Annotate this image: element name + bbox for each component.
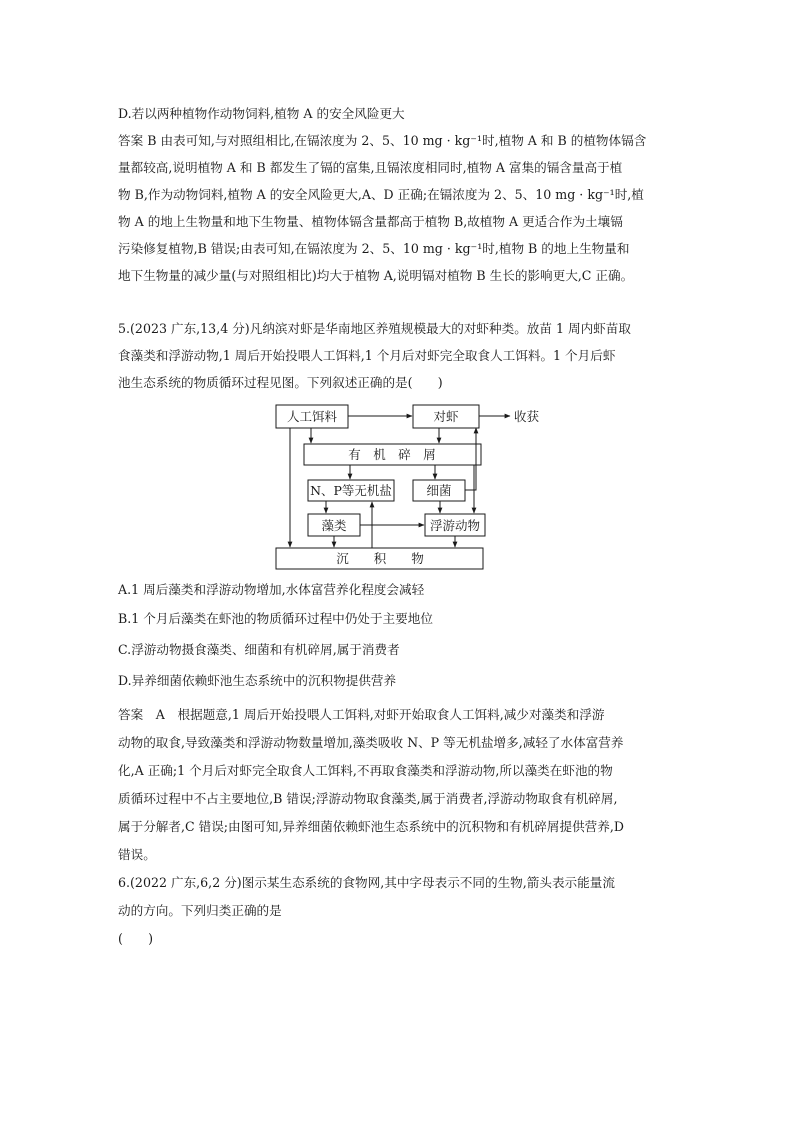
q4-answer-line-1: 答案 B 由表可知,与对照组相比,在镉浓度为 2、5、10 mg · kg⁻¹时,植物 A 和 B 的植物体镉含 [118,133,647,148]
q4-answer-line-5: 污染修复植物,B 错误;由表可知,在镉浓度为 2、5、10 mg · kg⁻¹时,植物 B 的地上生物量和 [118,241,630,256]
q5-answer-line-2: 动物的取食,导致藻类和浮游动物数量增加,藻类吸收 N、P 等无机盐增多,减轻了水体富营养 [118,735,624,750]
label-shrimp: 对虾 [433,409,459,424]
q5-answer-line-1: 答案 A 根据题意,1 周后开始投喂人工饵料,对虾开始取食人工饵料,减少对藻类和浮游 [118,707,605,722]
label-organic-debris: 有 机 碎 屑 [348,447,436,462]
q4-answer-line-3: 物 B,作为动物饲料,植物 A 的安全风险更大,A、D 正确;在镉浓度为 2、5、10 mg · kg⁻¹时,植 [118,187,644,202]
label-bacteria: 细菌 [426,483,452,498]
q4-answer-line-6: 地下生物量的减少量(与对照组相比)均大于植物 A,说明镉对植物 B 生长的影响更大,C 正确。 [118,268,634,283]
label-zooplankton: 浮游动物 [429,518,481,533]
q4-answer-line-4: 物 A 的地上生物量和地下生物量、植物体镉含量都高于植物 B,故植物 A 更适合作为土壤镉 [118,214,623,229]
q5-option-a: A.1 周后藻类和浮游动物增加,水体富营养化程度会减轻 [118,582,425,597]
q5-option-c: C.浮游动物摄食藻类、细菌和有机碎屑,属于消费者 [118,642,400,657]
q5-stem-line-1: 5.(2023 广东,13,4 分)凡纳滨对虾是华南地区养殖规模最大的对虾种类。放苗 1 周内虾苗取 [118,321,631,336]
q4-option-d: D.若以两种植物作动物饲料,植物 A 的安全风险更大 [118,106,405,121]
label-sediment: 沉 积 物 [336,551,424,566]
q5-option-d: D.异养细菌依赖虾池生态系统中的沉积物提供营养 [118,673,397,688]
label-inorganic-salts: N、P等无机盐 [310,483,392,498]
label-algae: 藻类 [321,518,347,533]
q4-answer-line-2: 量都较高,说明植物 A 和 B 都发生了镉的富集,且镉浓度相同时,植物 A 富集的镉含量高于植 [118,160,623,175]
q5-option-b: B.1 个月后藻类在虾池的物质循环过程中仍处于主要地位 [118,611,433,626]
q5-stem-line-2: 食藻类和浮游动物,1 周后开始投喂人工饵料,1 个月后对虾完全取食人工饵料。1 个月后虾 [118,348,616,363]
q6-answer-blank: ( ) [118,931,154,946]
q6-stem-line-2: 动的方向。下列归类正确的是 [118,903,282,918]
q6-stem-line-1: 6.(2022 广东,6,2 分)图示某生态系统的食物网,其中字母表示不同的生物,箭头表示能量流 [118,875,615,890]
q5-answer-line-4: 质循环过程中不占主要地位,B 错误;浮游动物取食藻类,属于消费者,浮游动物取食有机碎屑, [118,791,618,806]
q5-answer-line-6: 错误。 [118,847,156,862]
label-harvest: 收获 [514,409,540,424]
label-artificial-feed: 人工饵料 [286,409,338,424]
q5-stem-line-3: 池生态系统的物质循环过程见图。下列叙述正确的是( ) [118,375,443,390]
q5-answer-line-5: 属于分解者,C 错误;由图可知,异养细菌依赖虾池生态系统中的沉积物和有机碎屑提供营养,D [118,819,624,834]
q5-answer-line-3: 化,A 正确;1 个月后对虾完全取食人工饵料,不再取食藻类和浮游动物,所以藻类在虾池的物 [118,763,613,778]
